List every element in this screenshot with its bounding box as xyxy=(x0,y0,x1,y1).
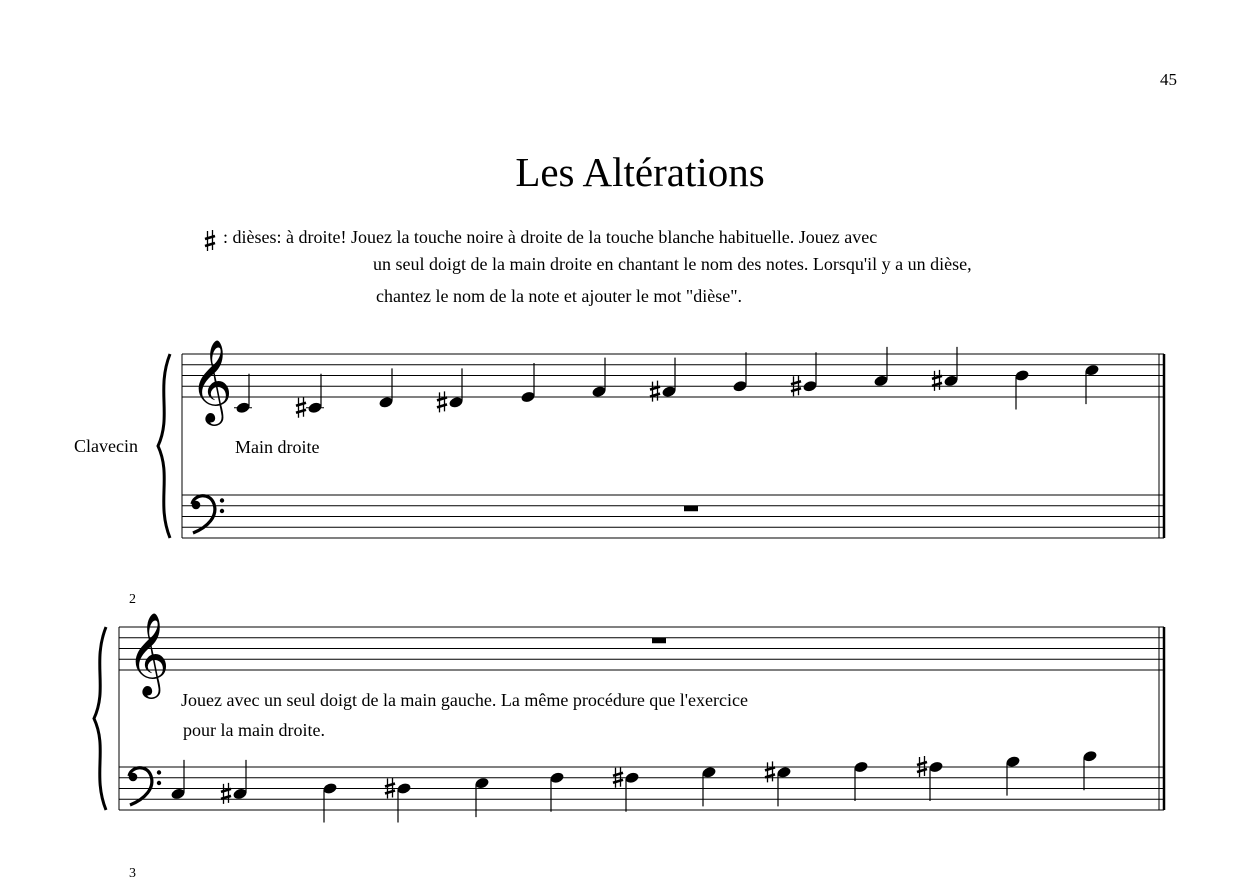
measure-number-3: 3 xyxy=(129,866,136,881)
note xyxy=(613,767,640,812)
brace xyxy=(94,627,106,810)
instruction-line-2: un seul doigt de la main droite en chantant le nom des notes. Lorsqu'il y a un dièse, xyxy=(373,254,972,274)
left-hand-instruction-line-2: pour la main droite. xyxy=(183,720,325,740)
bass-staff xyxy=(182,495,1164,538)
note xyxy=(1082,750,1098,791)
note xyxy=(170,760,186,801)
note xyxy=(221,760,248,804)
system-2 xyxy=(94,611,1164,823)
note xyxy=(932,347,959,391)
sharp-symbol-icon xyxy=(205,230,215,251)
note xyxy=(732,352,748,393)
note xyxy=(591,358,607,399)
note xyxy=(1084,364,1100,405)
note xyxy=(549,771,565,812)
sharp-accidental-icon xyxy=(650,381,660,402)
note xyxy=(853,760,869,801)
page-title: Les Altérations xyxy=(515,149,765,195)
sharp-accidental-icon xyxy=(765,761,775,782)
instruction-line-3: chantez le nom de la note et ajouter le mot "dièse". xyxy=(376,286,743,306)
treble-staff xyxy=(119,627,1164,670)
whole-rest xyxy=(684,506,698,512)
note xyxy=(1014,369,1030,410)
page-number: 45 xyxy=(1160,70,1177,89)
note xyxy=(378,368,394,409)
note xyxy=(650,358,677,402)
note xyxy=(873,347,889,388)
note xyxy=(791,352,818,396)
left-hand-instruction-line-1: Jouez avec un seul doigt de la main gauche. La même procédure que l'exercice xyxy=(181,690,748,710)
note xyxy=(917,756,944,801)
instruction-line-1: : dièses: à droite! Jouez la touche noire à droite de la touche blanche habituelle. Jouez avec xyxy=(223,227,878,247)
treble-clef-icon: 𝄞 xyxy=(127,611,170,695)
note xyxy=(385,778,412,823)
sharp-accidental-icon xyxy=(932,370,942,391)
sharp-accidental-icon xyxy=(221,783,231,804)
note xyxy=(474,777,490,818)
brace xyxy=(158,354,170,538)
right-hand-label: Main droite xyxy=(235,437,320,457)
system-1 xyxy=(158,338,1164,538)
sharp-accidental-icon xyxy=(296,397,306,418)
treble-clef-icon: 𝄞 xyxy=(190,338,233,422)
note xyxy=(234,374,252,415)
note xyxy=(296,374,324,418)
whole-rest xyxy=(652,638,666,644)
note xyxy=(520,363,536,404)
instrument-name: Clavecin xyxy=(74,436,138,456)
note xyxy=(322,782,338,823)
measure-number-2: 2 xyxy=(129,592,136,607)
note xyxy=(1005,755,1021,796)
note xyxy=(701,766,717,807)
sharp-accidental-icon xyxy=(437,391,447,412)
note xyxy=(437,368,464,412)
